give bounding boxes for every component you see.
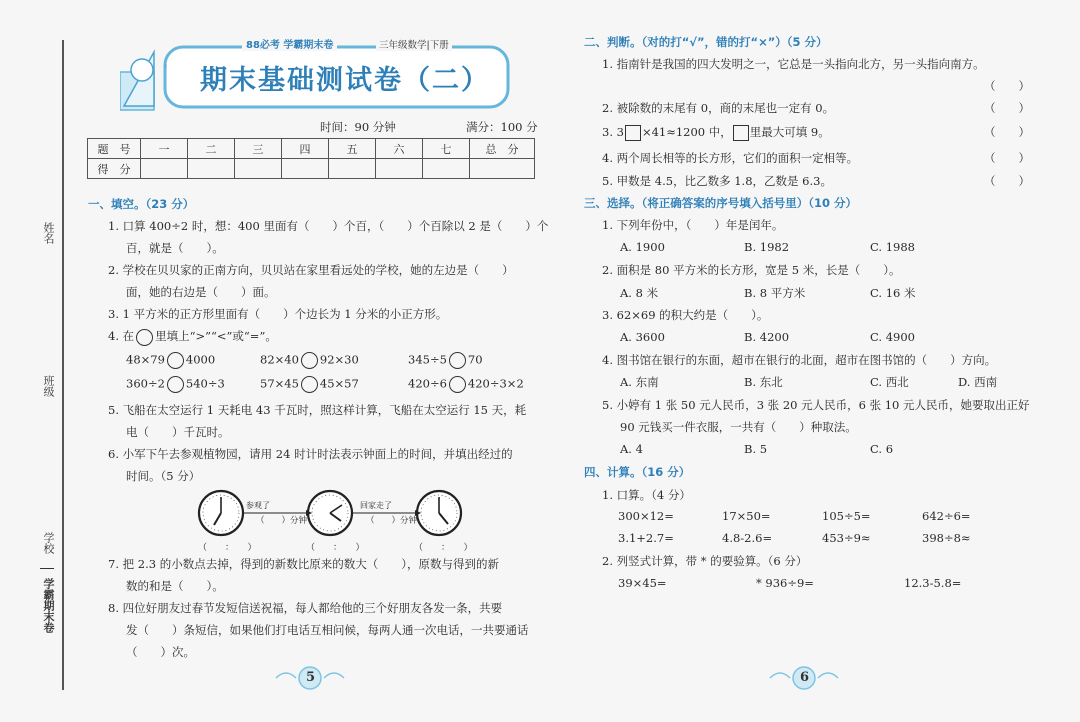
answer-circle[interactable] <box>167 352 184 369</box>
compare-item <box>408 376 524 393</box>
option[interactable]: B. 1982 <box>744 240 790 254</box>
clock-2-icon <box>308 491 352 535</box>
calc-1-title: 1. 口算。（4 分） <box>602 488 691 502</box>
section-fill-title: 一、填空。（23 分） <box>88 197 195 211</box>
time-blank[interactable]: （ ： ） <box>414 543 473 553</box>
expr: 420÷3×2 <box>467 376 524 391</box>
q4-post: 里填上“>”“<”或“=”。 <box>155 329 277 343</box>
option[interactable]: B. 8 平方米 <box>744 286 806 300</box>
j3-post: 里最大可填 9。 <box>749 125 830 139</box>
time-blank[interactable]: （ ： ） <box>306 543 365 553</box>
table-cell: 一 <box>141 139 188 159</box>
q4-line <box>108 328 277 346</box>
section-calc-title: 四、计算。（16 分） <box>584 465 691 479</box>
judge-2: 2. 被除数的末尾有 0，商的末尾也一定有 0。 <box>602 101 835 115</box>
expr: 4000 <box>185 352 216 367</box>
j3-pre: 3. 3 <box>602 125 624 139</box>
compare-item <box>126 376 225 393</box>
q7-line1: 7. 把 2.3 的小数点去掉，得到的新数比原来的数大（ ），原数与得到的新 <box>108 557 499 571</box>
option[interactable]: A. 东南 <box>620 375 659 389</box>
choice-5-line2: 90 元钱买一件衣服，一共有（ ）种取法。 <box>620 420 857 434</box>
table-cell: 总 分 <box>470 139 535 159</box>
option[interactable]: B. 4200 <box>744 330 790 344</box>
judge-1: 1. 指南针是我国的四大发明之一，它总是一头指向北方，另一头指向南方。 <box>602 57 985 71</box>
brand-vertical-label: 学霸期末卷 <box>42 578 55 633</box>
table-cell: 三 <box>235 139 282 159</box>
series-label: 88必考 学霸期末卷 <box>242 36 337 51</box>
clock-3-icon <box>417 491 461 535</box>
class-label: 班级 <box>42 375 55 397</box>
expr: 48×79 <box>126 352 165 367</box>
expr: 57×45 <box>260 376 299 391</box>
calc-item: 642÷6= <box>922 509 971 523</box>
option[interactable]: D. 西南 <box>958 375 998 389</box>
calc-item: 17×50= <box>722 509 771 523</box>
option[interactable]: B. 5 <box>744 442 768 456</box>
option[interactable]: B. 东北 <box>744 375 783 389</box>
expr: 420÷6 <box>408 376 447 391</box>
score-cell[interactable] <box>141 159 188 179</box>
section-choice-title: 三、选择。（将正确答案的序号填入括号里）（10 分） <box>584 196 858 210</box>
time-blank[interactable]: （ ： ） <box>198 543 257 553</box>
expr: 92×30 <box>319 352 359 367</box>
judge-3 <box>602 124 830 141</box>
score-table-row <box>88 159 535 179</box>
calc-2-title: 2. 列竖式计算，带 * 的要验算。（6 分） <box>602 554 808 568</box>
expr: 540÷3 <box>185 376 225 391</box>
label-divider <box>40 568 54 569</box>
judge-4: 4. 两个周长相等的长方形，它们的面积一定相等。 <box>602 151 859 165</box>
arrow-label-2: 回家走了 <box>360 501 392 510</box>
score-cell[interactable] <box>282 159 329 179</box>
calc-item: 3.1+2.7= <box>618 531 674 545</box>
judge-5: 5. 甲数是 4.5，比乙数多 1.8，乙数是 6.3。 <box>602 174 832 188</box>
clock-1-icon <box>199 491 243 535</box>
answer-circle[interactable] <box>301 376 318 393</box>
option[interactable]: A. 1900 <box>620 240 665 254</box>
expr: 345÷5 <box>408 352 447 367</box>
score-cell[interactable] <box>423 159 470 179</box>
q8-line3: （ ）次。 <box>126 645 195 659</box>
option[interactable]: A. 8 米 <box>620 286 659 300</box>
page-title: 期末基础测试卷（二） <box>200 65 490 96</box>
score-cell[interactable] <box>470 159 535 179</box>
calc-item: 300×12= <box>618 509 674 523</box>
section-judge-title: 二、判断。（对的打“√”，错的打“×”）（5 分） <box>584 35 828 49</box>
answer-circle[interactable] <box>449 352 466 369</box>
choice-2: 2. 面积是 80 平方米的长方形，宽是 5 米，长是（ ）。 <box>602 263 901 277</box>
calc-item: 4.8-2.6= <box>722 531 773 545</box>
score-table-header <box>88 139 535 159</box>
option[interactable]: C. 6 <box>870 442 894 456</box>
compare-item <box>260 352 359 369</box>
option[interactable]: A. 3600 <box>620 330 665 344</box>
option[interactable]: C. 16 米 <box>870 286 916 300</box>
elapsed-blank-1[interactable]: （ ）分钟 <box>256 516 308 526</box>
compare-item <box>260 376 359 393</box>
q2-line2: 面，她的右边是（ ）面。 <box>126 285 276 299</box>
choice-4: 4. 图书馆在银行的东面，超市在银行的北面，超市在图书馆的（ ）方向。 <box>602 353 997 367</box>
judge-blank[interactable]: （ ） <box>984 174 1030 188</box>
compare-item <box>126 352 215 369</box>
name-label: 姓名 <box>42 222 55 244</box>
table-cell: 四 <box>282 139 329 159</box>
left-page-number: 5 <box>306 670 316 685</box>
time-label: 时间：90 分钟 <box>320 120 396 134</box>
score-cell[interactable] <box>329 159 376 179</box>
q2-line1: 2. 学校在贝贝家的正南方向，贝贝站在家里看远处的学校，她的左边是（ ） <box>108 263 514 277</box>
calc-item: 453÷9≈ <box>822 531 871 545</box>
compare-item <box>408 352 483 369</box>
expr: 45×57 <box>319 376 359 391</box>
q8-line2: 发（ ）条短信，如果他们打电话互相问候，每两人通一次电话，一共要通话 <box>126 623 529 637</box>
q7-line2: 数的和是（ ）。 <box>126 579 224 593</box>
q8-line1: 8. 四位好朋友过春节发短信送祝福，每人都给他的三个好朋友各发一条，共要 <box>108 601 503 615</box>
choice-3: 3. 62×69 的积大约是（ ）。 <box>602 308 769 322</box>
table-cell: 七 <box>423 139 470 159</box>
calc-item: 12.3-5.8= <box>904 576 962 590</box>
table-cell: 题 号 <box>88 139 141 159</box>
expr: 82×40 <box>260 352 299 367</box>
calc-item: 398÷8≈ <box>922 531 971 545</box>
binding-line <box>62 40 64 690</box>
table-cell: 五 <box>329 139 376 159</box>
table-cell: 得 分 <box>88 159 141 179</box>
q1-line1: 1. 口算 400÷2 时，想：400 里面有（ ）个百，（ ）个百除以 2 是（ ）个 <box>108 219 549 233</box>
answer-circle[interactable] <box>167 376 184 393</box>
answer-circle[interactable] <box>449 376 466 393</box>
school-label: 学校 <box>42 532 55 554</box>
grade-label: 三年级数学|下册 <box>376 37 452 51</box>
score-cell[interactable] <box>188 159 235 179</box>
square-box[interactable] <box>733 125 749 141</box>
score-cell[interactable] <box>376 159 423 179</box>
choice-1: 1. 下列年份中，（ ）年是闰年。 <box>602 218 784 232</box>
arrow-label-1: 参观了 <box>246 501 270 510</box>
judge-blank[interactable]: （ ） <box>984 79 1030 93</box>
score-table <box>87 138 535 179</box>
choice-5-line1: 5. 小婷有 1 张 50 元人民币，3 张 20 元人民币，6 张 10 元人民币，她要取出正好 <box>602 398 1030 412</box>
calc-item: * 936÷9= <box>756 576 814 590</box>
calc-item: 39×45= <box>618 576 667 590</box>
right-page-number: 6 <box>800 670 810 685</box>
option[interactable]: C. 西北 <box>870 375 909 389</box>
expr: 70 <box>467 352 483 367</box>
q6-line1: 6. 小军下午去参观植物园，请用 24 时计时法表示钟面上的时间，并填出经过的 <box>108 447 513 461</box>
q1-line2: 百，就是（ ）。 <box>126 241 224 255</box>
table-cell: 六 <box>376 139 423 159</box>
full-score-label: 满分：100 分 <box>466 120 538 134</box>
option[interactable]: C. 1988 <box>870 240 915 254</box>
q3-line: 3. 1 平方米的正方形里面有（ ）个边长为 1 分米的小正方形。 <box>108 307 448 321</box>
answer-circle[interactable] <box>301 352 318 369</box>
j3-mid: ×41≈1200 中， <box>641 125 732 139</box>
expr: 360÷2 <box>126 376 165 391</box>
q5-line2: 电（ ）千瓦时。 <box>126 425 230 439</box>
elapsed-blank-2[interactable]: （ ）分钟 <box>366 516 418 526</box>
option[interactable]: C. 4900 <box>870 330 915 344</box>
compare-circle-icon <box>136 329 153 346</box>
judge-blank[interactable]: （ ） <box>984 151 1030 165</box>
option[interactable]: A. 4 <box>620 442 643 456</box>
score-cell[interactable] <box>235 159 282 179</box>
calc-item: 105÷5= <box>822 509 871 523</box>
q4-pre: 4. 在 <box>108 329 135 343</box>
square-box[interactable] <box>625 125 641 141</box>
q5-line1: 5. 飞船在太空运行 1 天耗电 43 千瓦时，照这样计算，飞船在太空运行 15 天，耗 <box>108 403 527 417</box>
judge-blank[interactable]: （ ） <box>984 125 1030 139</box>
q6-line2: 时间。（5 分） <box>126 469 201 483</box>
clock-diagram <box>196 488 466 538</box>
judge-blank[interactable]: （ ） <box>984 101 1030 115</box>
table-cell: 二 <box>188 139 235 159</box>
